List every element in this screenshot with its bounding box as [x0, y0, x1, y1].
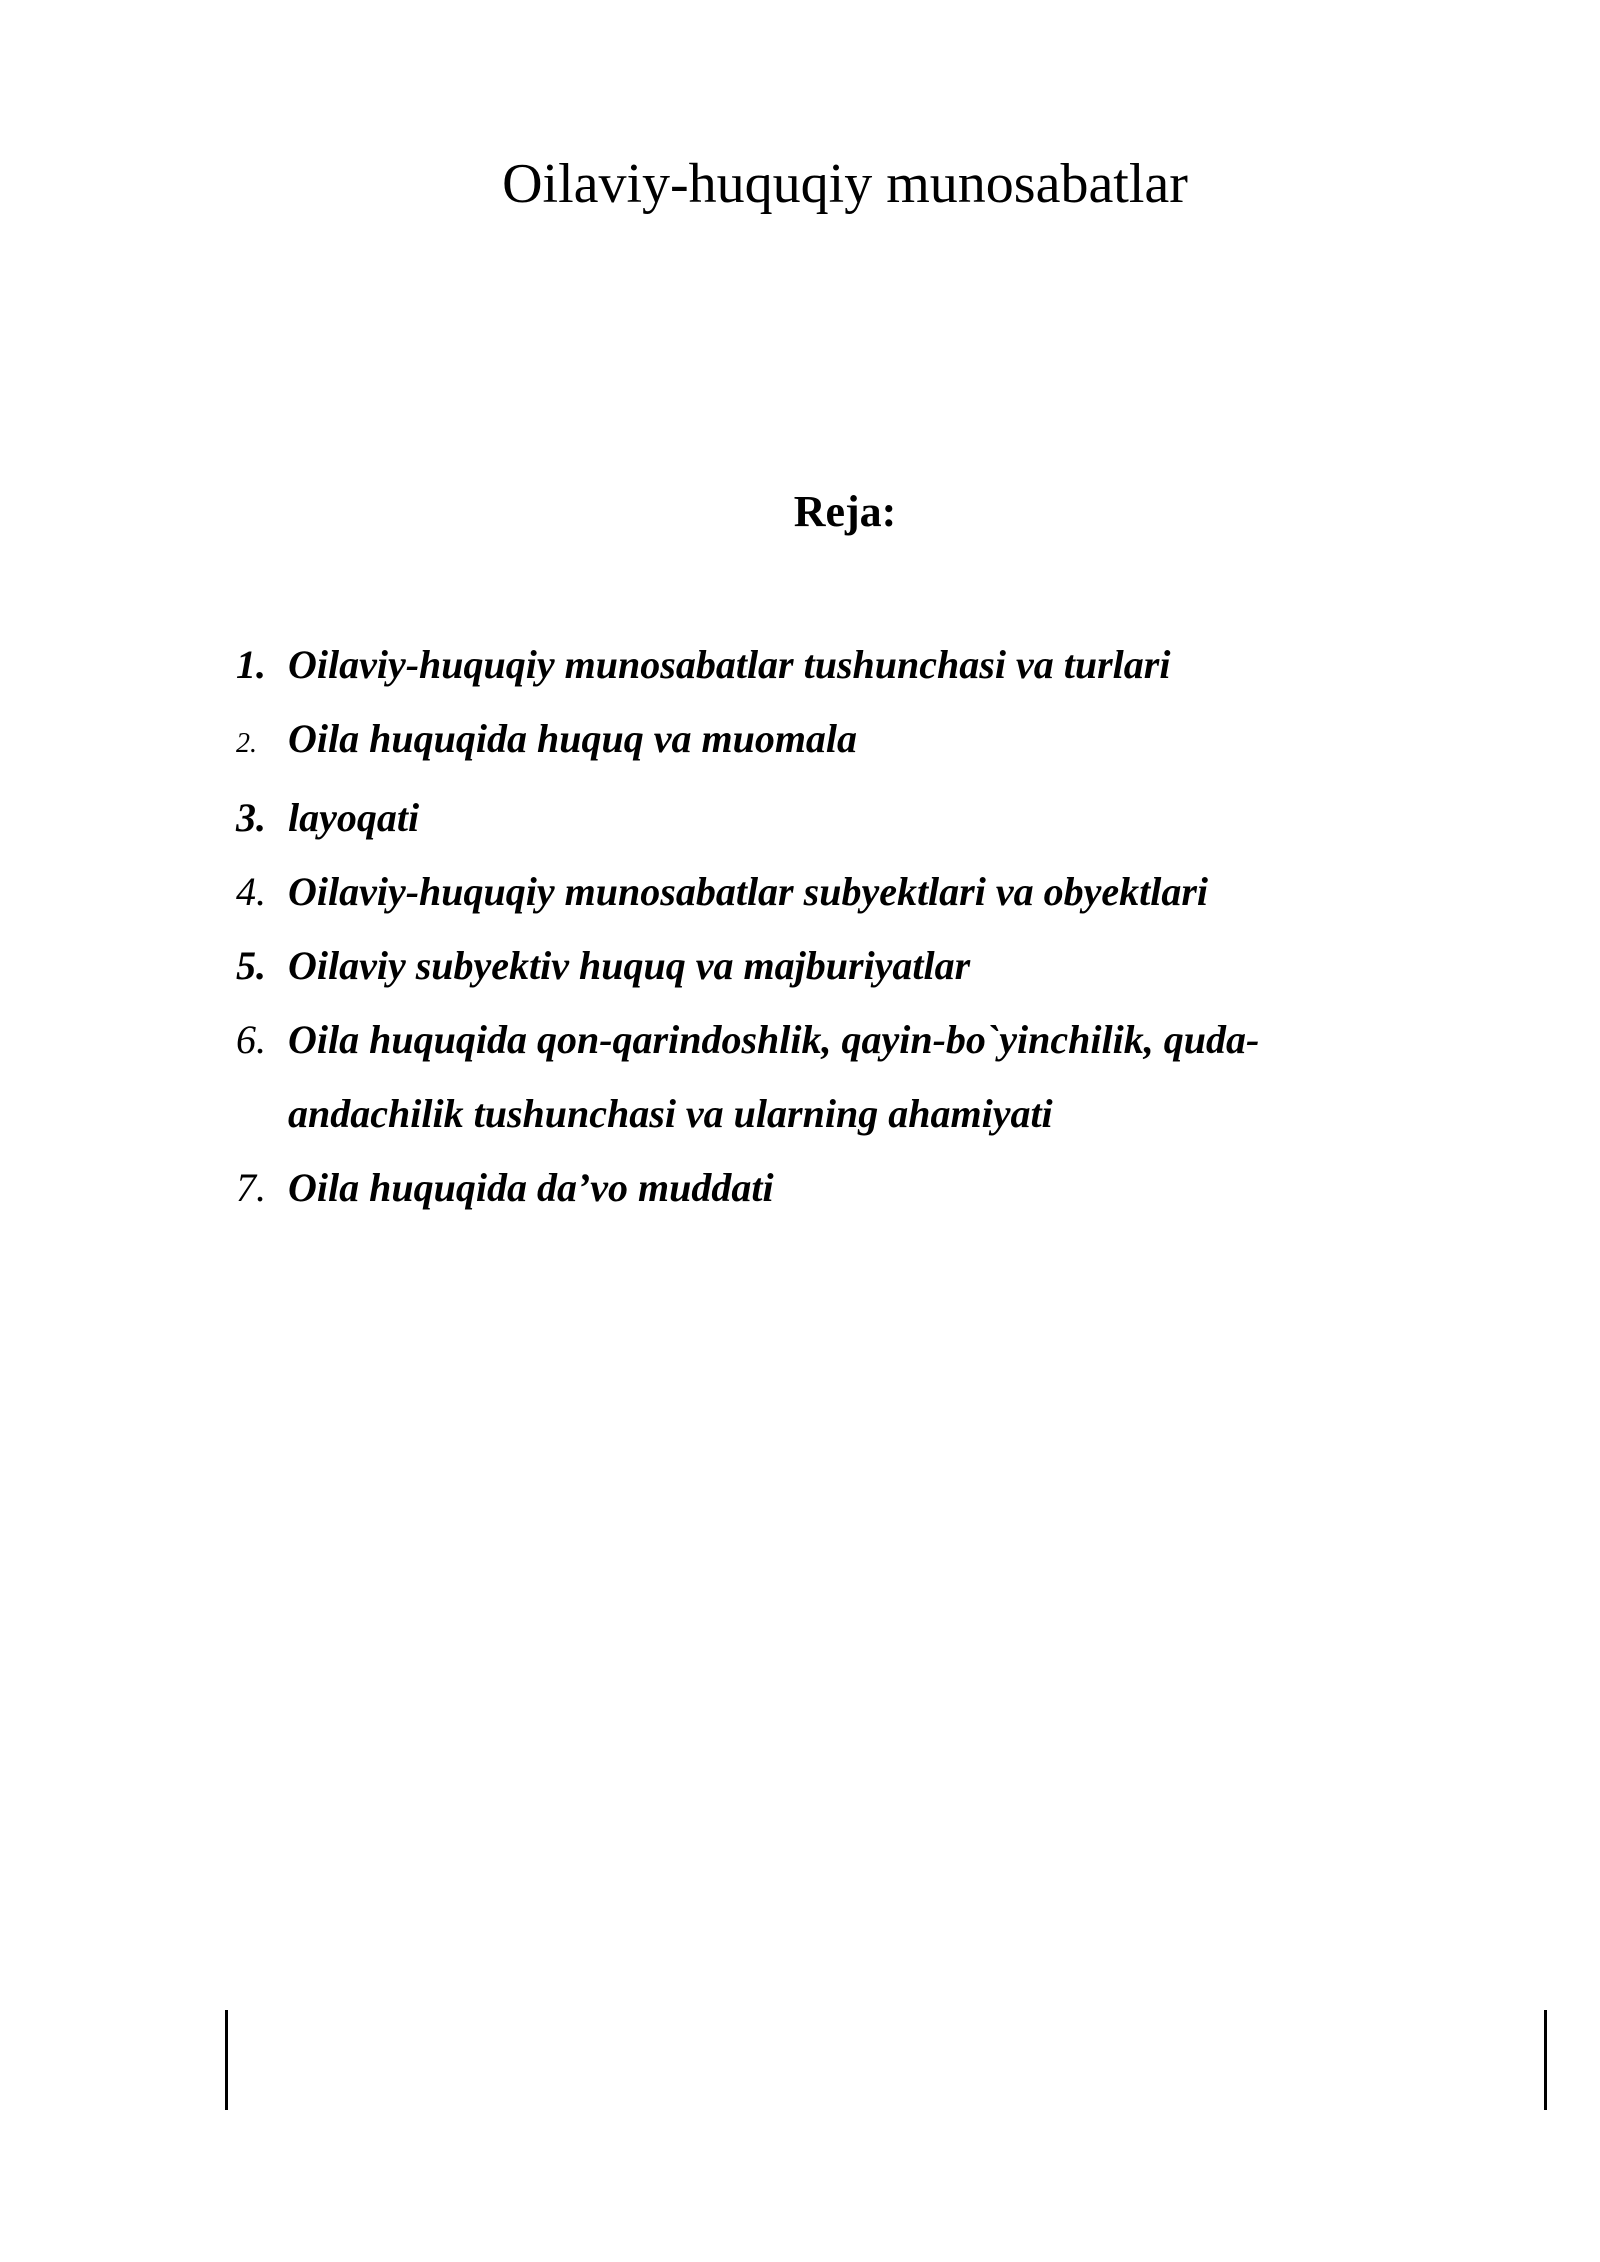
plan-item-text: Oilaviy-huquqiy munosabatlar subyektlari va obyektlari: [288, 869, 1209, 914]
plan-item-number: 7.: [236, 1165, 266, 1210]
plan-item-number: 4.: [236, 869, 266, 914]
plan-item-number: 5.: [236, 943, 266, 988]
plan-item-text: Oilaviy-huquqiy munosabatlar tushunchasi va turlari: [288, 642, 1171, 687]
page-title: Oilaviy-huquqiy munosabatlar: [502, 153, 1188, 215]
plan-item-number: 6.: [236, 1017, 266, 1062]
plan-item-text: layoqati: [288, 795, 420, 840]
plan-item-text: Oila huquqida da’vo muddati: [288, 1165, 774, 1210]
plan-list: [236, 628, 1386, 1225]
plan-item-text: Oila huquqida huquq va muomala: [288, 716, 858, 761]
plan-item-number: 2.: [236, 728, 257, 759]
plan-item-text: Oilaviy subyektiv huquq va majburiyatlar: [288, 943, 971, 988]
plan-item-number: 1.: [236, 642, 266, 687]
plan-item-number: 3.: [236, 795, 266, 840]
left-margin-line: [225, 2010, 228, 2110]
plan-item-text: Oila huquqida qon-qarindoshlik, qayin-bo`yinchilik, quda-andachilik tushunchasi va ularning ahamiyati: [288, 1017, 1260, 1136]
plan-item-7: [236, 1151, 1386, 1225]
plan-item-2: [236, 702, 1386, 781]
plan-heading: Reja:: [793, 487, 897, 536]
plan-item-3: [236, 781, 1386, 855]
plan-item-6: [236, 1003, 1386, 1151]
plan-item-1: [236, 628, 1386, 702]
plan-item-5: [236, 929, 1386, 1003]
right-margin-line: [1544, 2010, 1547, 2110]
plan-item-4: [236, 855, 1386, 929]
